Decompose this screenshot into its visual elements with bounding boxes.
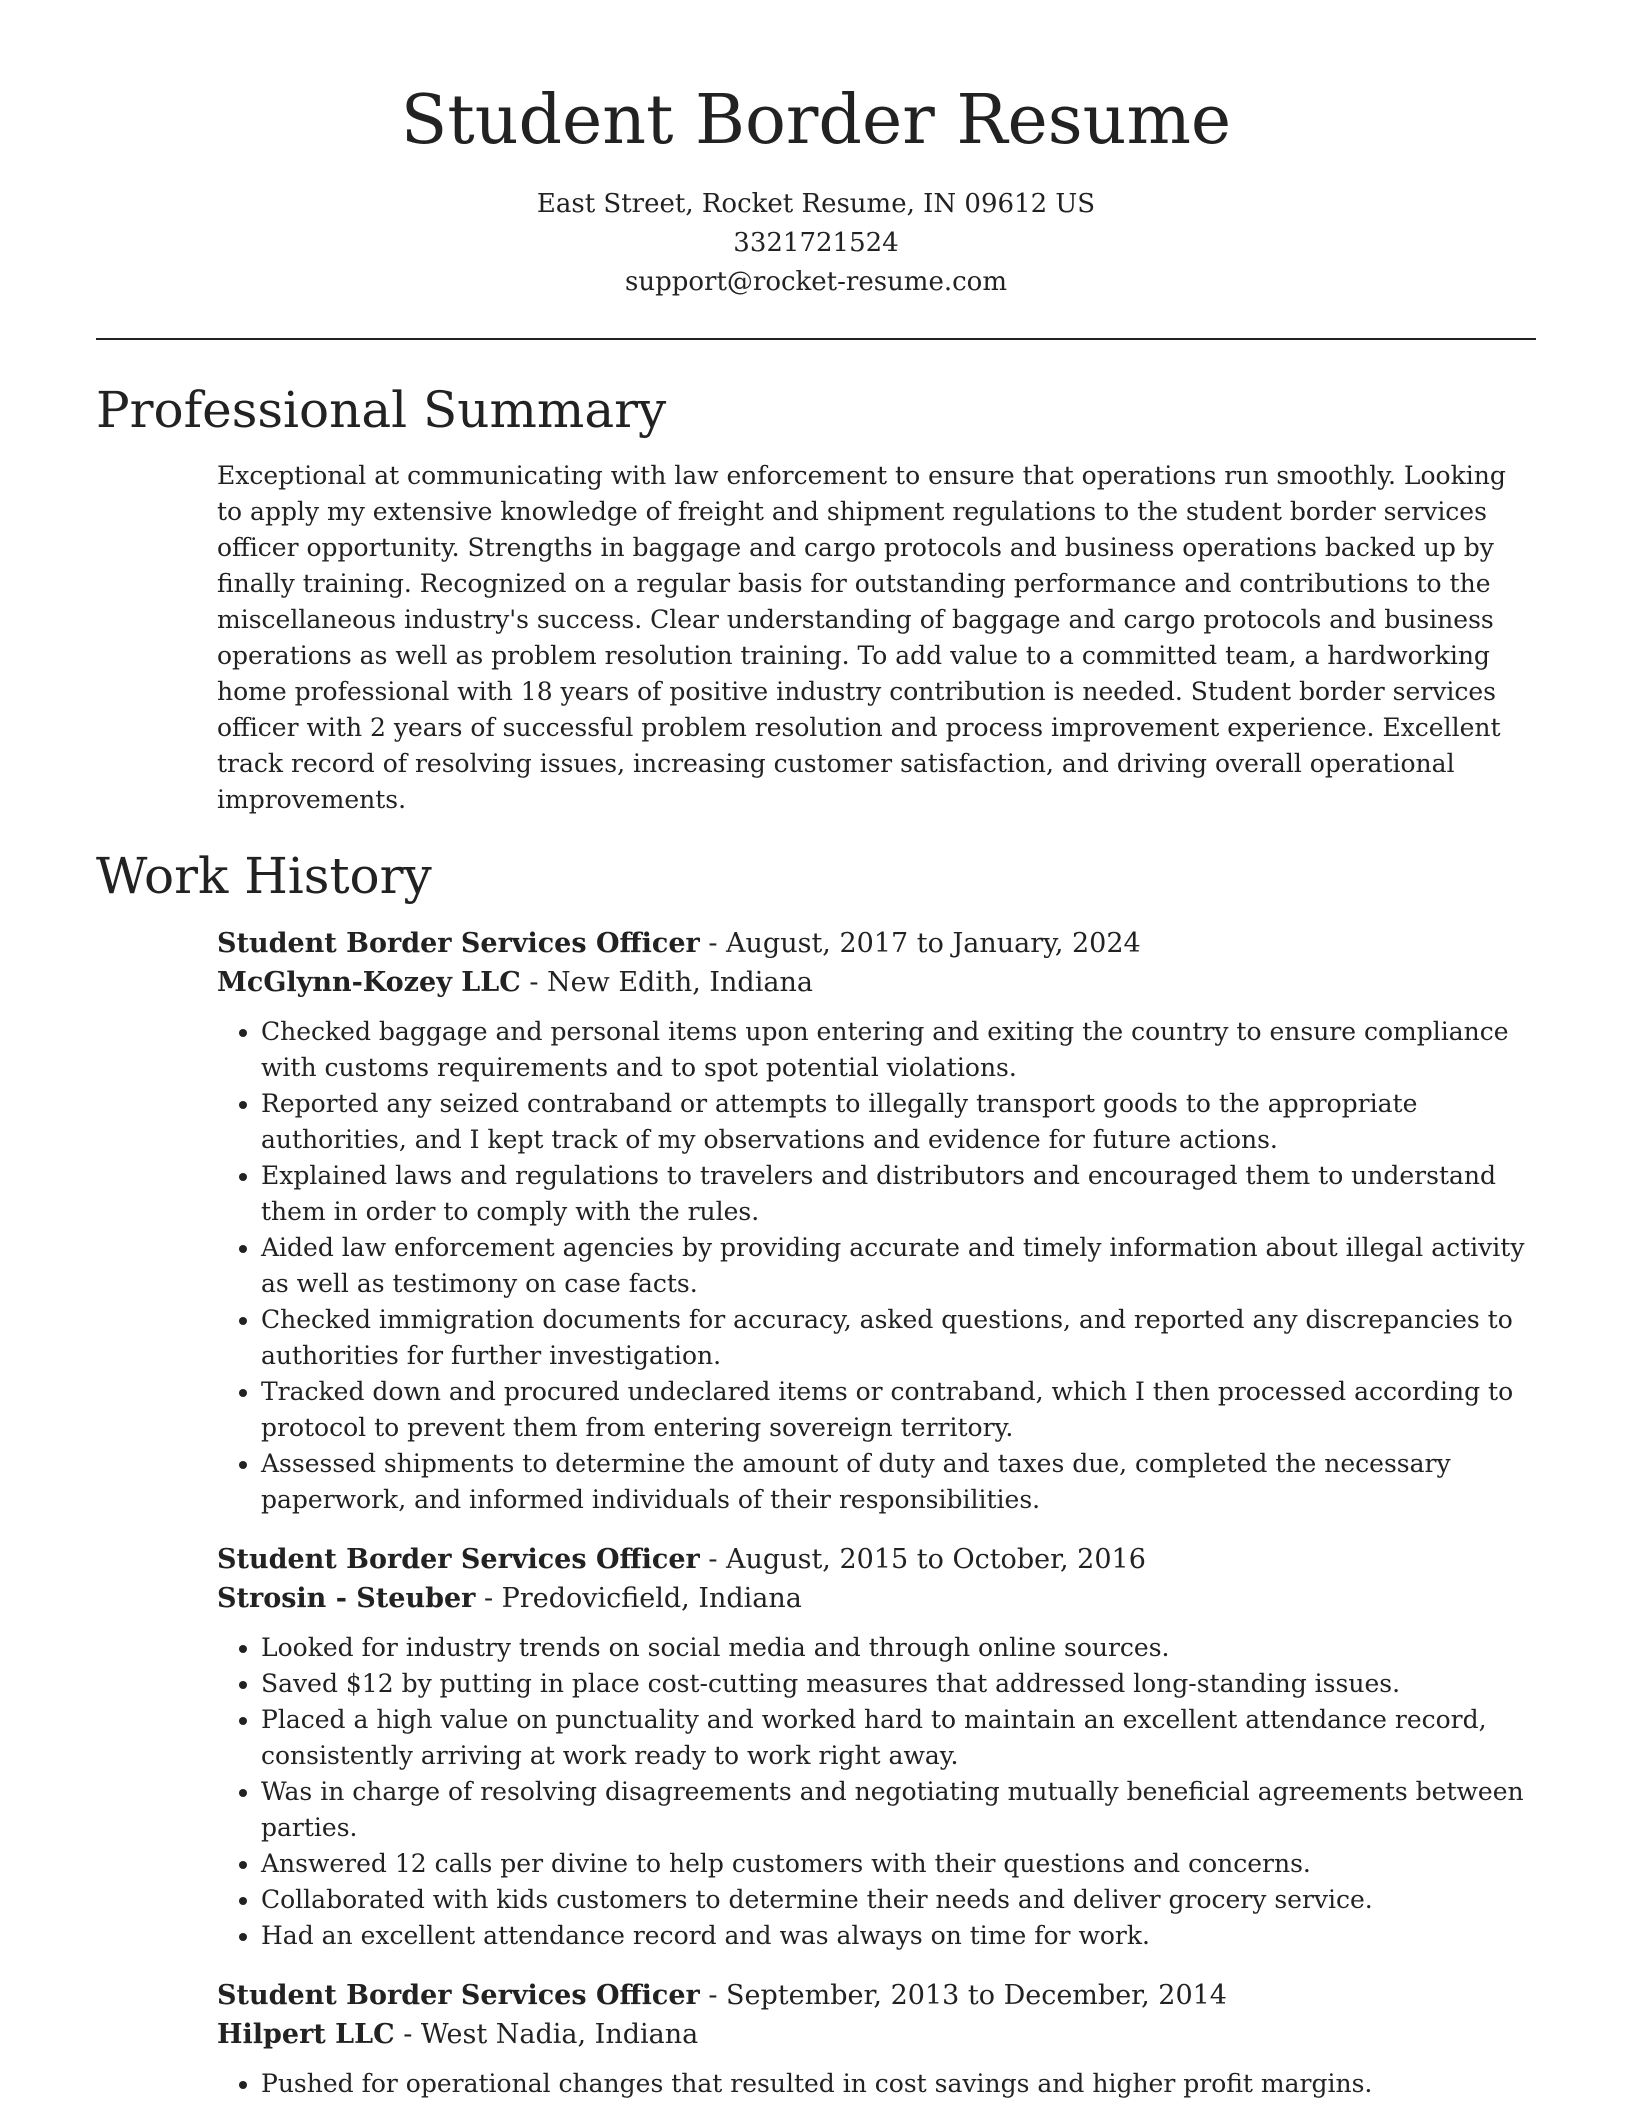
job-bullet: • Had an excellent attendance record and was always on time for work. [261,1918,1536,1954]
contact-phone: 3321721524 [733,227,899,258]
job-bullet: • Collaborated with kids customers to determine their needs and deliver grocery service. [261,1882,1536,1918]
candidate-name: Student Border Resume [400,81,1232,160]
job-dates: - August, 2017 to January, 2024 [699,927,1141,959]
job-bullet: • Answered 12 calls per divine to help customers with their questions and concerns. [261,1846,1536,1882]
job-dates: - September, 2013 to December, 2014 [699,1979,1227,2011]
job-bullet: • Checked immigration documents for accuracy, asked questions, and reported any discrepancies to authorities for further investigation. [261,1302,1536,1374]
job-bullet-list [217,1630,1536,1954]
job-dates: - August, 2015 to October, 2016 [699,1543,1146,1575]
summary-text: Exceptional at communicating with law enforcement to ensure that operations run smoothly. Looking to apply my extensive knowledge of freight and shipment regulations to the student border services officer opportunity. Strengths in baggage and cargo protocols and business operations backed up by finally training. Recognized on a regular basis for outstanding performance and contributions to the miscellaneous industry's success. Clear understanding of baggage and cargo protocols and business operations as well as problem resolution training. To add value to a committed team, a hardworking home professional with 18 years of positive industry contribution is needed. Student border services officer with 2 years of successful problem resolution and process improvement experience. Excellent track record of resolving issues, increasing customer satisfaction, and driving overall operational improvements. [217,460,1506,814]
job-location: - West Nadia, Indiana [394,2018,699,2050]
summary-heading: Professional Summary [96,380,667,439]
work-history-section [96,846,1536,2102]
summary-body [96,458,1536,818]
job-company: Hilpert LLC [217,2018,395,2050]
job-location: - New Edith, Indiana [520,966,813,998]
job-title-line [217,924,1536,963]
job-company-line [217,963,1536,1002]
contact-email: support@rocket-resume.com [624,266,1007,297]
job-title-line [217,1540,1536,1579]
job-bullet: • Was in charge of resolving disagreements and negotiating mutually beneficial agreements between parties. [261,1774,1536,1846]
job-entry [217,924,1536,1518]
job-company: Strosin - Steuber [217,1582,476,1614]
professional-summary-section [96,380,1536,818]
work-history-body [96,924,1536,2102]
header-divider [96,338,1536,340]
resume-header [96,0,1536,302]
job-company: McGlynn-Kozey LLC [217,966,521,998]
job-title: Student Border Services Officer [217,1979,700,2011]
job-entry [217,1976,1536,2102]
job-bullet-list [217,1014,1536,1518]
job-bullet-list [217,2066,1536,2102]
job-bullet: • Assessed shipments to determine the amount of duty and taxes due, completed the necessary paperwork, and informed individuals of their responsibilities. [261,1446,1536,1518]
job-bullet: • Explained laws and regulations to travelers and distributors and encouraged them to understand them in order to comply with the rules. [261,1158,1536,1230]
contact-address: East Street, Rocket Resume, IN 09612 US [536,188,1096,219]
job-company-line [217,2015,1536,2054]
job-location: - Predovicfield, Indiana [475,1582,802,1614]
job-bullet: • Checked baggage and personal items upon entering and exiting the country to ensure compliance with customs requirements and to spot potential violations. [261,1014,1536,1086]
job-bullet: • Saved $12 by putting in place cost-cutting measures that addressed long-standing issues. [261,1666,1536,1702]
work-history-heading: Work History [96,846,432,905]
job-entry [217,1540,1536,1954]
job-bullet: • Tracked down and procured undeclared items or contraband, which I then processed according to protocol to prevent them from entering sovereign territory. [261,1374,1536,1446]
job-company-line [217,1579,1536,1618]
job-bullet: • Reported any seized contraband or attempts to illegally transport goods to the appropriate authorities, and I kept track of my observations and evidence for future actions. [261,1086,1536,1158]
job-title: Student Border Services Officer [217,1543,700,1575]
job-title-line [217,1976,1536,2015]
job-bullet: • Aided law enforcement agencies by providing accurate and timely information about illegal activity as well as testimony on case facts. [261,1230,1536,1302]
job-bullet: • Placed a high value on punctuality and worked hard to maintain an excellent attendance record, consistently arriving at work ready to work right away. [261,1702,1536,1774]
job-title: Student Border Services Officer [217,927,700,959]
job-bullet: • Pushed for operational changes that resulted in cost savings and higher profit margins. [261,2066,1536,2102]
job-bullet: • Looked for industry trends on social media and through online sources. [261,1630,1536,1666]
